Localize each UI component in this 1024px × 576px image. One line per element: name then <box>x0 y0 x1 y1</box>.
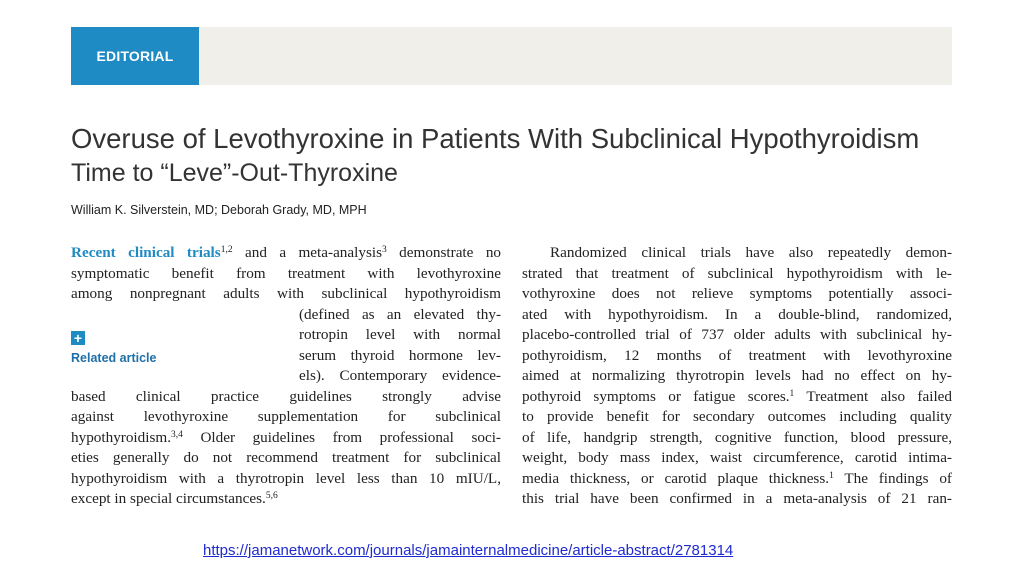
left-line-12: hypothyroidism with a thyrotropin level less than 10 mIU/L, <box>71 469 501 487</box>
right-line-7: aimed at normalizing thyrotropin levels had no effect on hy- <box>522 367 952 384</box>
right-column <box>522 243 952 510</box>
citation-sup: 1,2 <box>220 245 233 255</box>
right-line-13: this trial have been confirmed in a meta-analysis of 21 ran- <box>522 490 952 507</box>
left-line-2: symptomatic benefit from treatment with levothyroxine <box>71 264 501 282</box>
text-span: Treatment also failed <box>794 387 952 405</box>
text-span: Older guidelines from professional soci- <box>182 428 501 446</box>
article-authors: William K. Silverstein, MD; Deborah Grady, MD, MPH <box>71 203 367 217</box>
source-url-link[interactable]: https://jamanetwork.com/journals/jamainternalmedicine/article-abstract/2781314 <box>203 542 734 559</box>
section-banner <box>71 27 952 85</box>
text-span: hypothyroidism. <box>71 428 171 446</box>
plus-icon[interactable]: + <box>71 331 85 345</box>
text-span: The findings of <box>833 469 952 487</box>
citation-sup: 3,4 <box>171 429 183 440</box>
right-line-10: of life, handgrip strength, cognitive function, blood pressure, <box>522 428 952 446</box>
left-column <box>71 243 501 510</box>
text-span: and a meta-analysis <box>232 244 382 261</box>
right-line-12 <box>522 469 952 490</box>
left-line-10 <box>71 428 501 449</box>
text-span: demonstrate no <box>386 244 501 261</box>
text-span: except in special circumstances. <box>71 490 266 507</box>
left-line-9: against levothyroxine supplementation for subclinical <box>71 408 501 425</box>
right-line-6: pothyroidism, 12 months of treatment with levothyroxine <box>522 346 952 364</box>
text-span: pothyroid symptoms or fatigue scores. <box>522 387 790 405</box>
article-title: Overuse of Levothyroxine in Patients With Subclinical Hypothyroidism <box>71 123 920 154</box>
right-line-8 <box>522 387 952 408</box>
right-line-1: Randomized clinical trials have also repeatedly demon- <box>550 244 952 261</box>
left-line-6: serum thyroid hormone lev- <box>299 346 501 364</box>
right-line-5: placebo-controlled trial of 737 older adults with subclinical hy- <box>522 326 952 343</box>
citation-sup: 1 <box>789 388 795 399</box>
editorial-badge: EDITORIAL <box>71 27 199 85</box>
left-line-1 <box>71 243 501 264</box>
citation-sup: 5,6 <box>265 491 278 501</box>
right-line-4: ated with hypothyroidism. In a double-blind, randomized, <box>522 305 952 323</box>
left-line-13 <box>71 489 501 510</box>
left-line-4: (defined as an elevated thy- <box>299 305 501 323</box>
left-line-5: rotropin level with normal <box>299 326 501 343</box>
citation-sup: 1 <box>829 470 834 481</box>
right-line-3: vothyroxine does not relieve symptoms potentially associ- <box>522 285 952 302</box>
right-line-11: weight, body mass index, waist circumference, carotid intima- <box>522 449 952 466</box>
related-article[interactable] <box>71 331 181 365</box>
left-line-11: eties generally do not recommend treatment for subclinical <box>71 449 501 466</box>
right-line-9: to provide benefit for secondary outcomes including quality <box>522 408 952 425</box>
left-line-3: among nonpregnant adults with subclinical hypothyroidism <box>71 285 501 302</box>
article-subtitle: Time to “Leve”-Out-Thyroxine <box>71 159 398 187</box>
left-line-7: els). Contemporary evidence- <box>299 367 501 384</box>
recent-trials-link[interactable]: Recent clinical trials <box>71 244 221 261</box>
right-line-2: strated that treatment of subclinical hypothyroidism with le- <box>522 264 952 282</box>
related-article-label[interactable]: Related article <box>71 351 157 365</box>
citation-sup: 3 <box>382 245 387 255</box>
text-span: media thickness, or carotid plaque thickness. <box>522 469 830 487</box>
left-line-8: based clinical practice guidelines strongly advise <box>71 387 501 405</box>
